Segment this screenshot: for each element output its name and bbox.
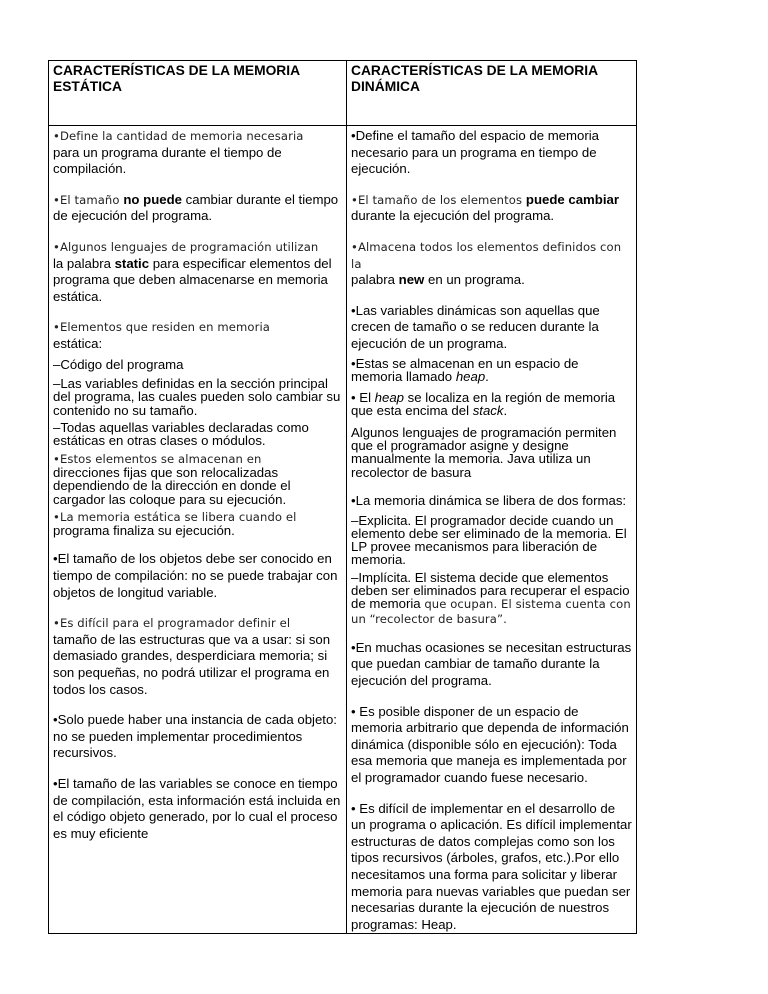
static-point-9: •La memoria estática se libera cuando el programa finaliza su ejecución. (53, 509, 297, 539)
static-memory-heading: CARACTERÍSTICAS DE LA MEMORIA ESTÁTICA (53, 63, 300, 94)
static-point-3: •Algunos lenguajes de programación utilizan la palabra static para especificar elementos del programa que deben almacenarse en memoria estática. (53, 239, 332, 304)
dynamic-point-3: •Almacena todos los elementos definidos con la palabra new en un programa. (351, 239, 622, 288)
dynamic-point-6: • El heap se localiza en la región de memoria que esta encima del stack. (351, 390, 616, 419)
dynamic-point-9: –Explicita. El programador decide cuando un elemento debe ser eliminado de la memoria. El LP provee mecanismos para liberación de memoria. (351, 512, 627, 568)
static-point-13: •El tamaño de las variables se conoce en tiempo de compilación, esta información está incluida en el código objeto generado, por lo cual el proceso es muy eficiente (53, 775, 341, 841)
dynamic-characteristics-cell (347, 126, 637, 934)
dynamic-point-8: •La memoria dinámica se libera de dos formas: (351, 492, 627, 508)
static-point-2: •El tamaño no puede cambiar durante el tiempo de ejecución del programa. (53, 191, 339, 224)
header-cell-static (49, 61, 347, 126)
static-point-12: •Solo puede haber una instancia de cada objeto: no se pueden implementar procedimientos recursivos. (53, 712, 337, 761)
dynamic-point-10: –Implícita. El sistema decide que elementos deben ser eliminados para recuperar el espacio de memoria que ocupan. El sistema cuenta con un “recolector de basura”. (351, 569, 631, 626)
dynamic-point-13: • Es difícil de implementar en el desarrollo de un programa o aplicación. Es difícil implementar estructuras de datos complejas como son los tipos recursivos (árboles, grafos, etc.).Por ello necesitamos una forma para solicitar y liberar memoria para nuevas variables que puedan ser necesarias durante la ejecución de nuestros programas: Heap. (351, 800, 632, 932)
static-point-11: •Es difícil para el programador definir el tamaño de las estructuras que va a usar: si son demasiado grandes, desperdiciara memoria; si son pequeñas, no podrá utilizar el programa en todos los casos. (53, 616, 331, 697)
static-point-1: •Define la cantidad de memoria necesaria para un programa durante el tiempo de compilación. (53, 129, 304, 177)
static-characteristics-cell (49, 126, 347, 934)
dynamic-point-2: •El tamaño de los elementos puede cambiar durante la ejecución del programa. (351, 191, 619, 224)
static-point-5: –Código del programa (53, 356, 184, 372)
dynamic-point-5: •Estas se almacenan en un espacio de memoria llamado heap. (351, 355, 579, 384)
dynamic-point-4: •Las variables dinámicas son aquellas que crecen de tamaño o se reducen durante la ejecución de un programa. (351, 302, 600, 351)
content-row (49, 126, 637, 934)
dynamic-memory-heading: CARACTERÍSTICAS DE LA MEMORIA DINÁMICA (351, 63, 598, 94)
static-point-4: •Elementos que residen en memoria estática: (53, 320, 270, 351)
static-point-7: –Todas aquellas variables declaradas como estáticas en otras clases o módulos. (53, 420, 309, 449)
header-row (49, 61, 637, 126)
document-page (48, 60, 638, 934)
dynamic-point-7: Algunos lenguajes de programación permiten que el programador asigne y designe manualmente la memoria. Java utiliza un recolector de basura (351, 424, 617, 480)
static-point-8: •Estos elementos se almacenan en direcciones fijas que son relocalizadas dependiendo de la dirección en donde el cargador las coloque para su ejecución. (53, 451, 291, 507)
static-point-6: –Las variables definidas en la sección principal del programa, las cuales pueden solo cambiar su contenido no su tamaño. (53, 376, 341, 418)
header-cell-dynamic (347, 61, 637, 126)
comparison-table (48, 60, 637, 934)
dynamic-point-1: •Define el tamaño del espacio de memoria necesario para un programa en tiempo de ejecución. (351, 128, 599, 177)
static-point-10: •El tamaño de los objetos debe ser conocido en tiempo de compilación: no se puede trabajar con objetos de longitud variable. (53, 551, 338, 600)
dynamic-point-11: •En muchas ocasiones se necesitan estructuras que puedan cambiar de tamaño durante la ejecución del programa. (351, 639, 632, 689)
dynamic-point-12: • Es posible disponer de un espacio de memoria arbitrario que dependa de información dinámica (disponible sólo en ejecución): Toda esa memoria que maneja es implementada por el programador cuando fuese necesario. (351, 703, 629, 786)
